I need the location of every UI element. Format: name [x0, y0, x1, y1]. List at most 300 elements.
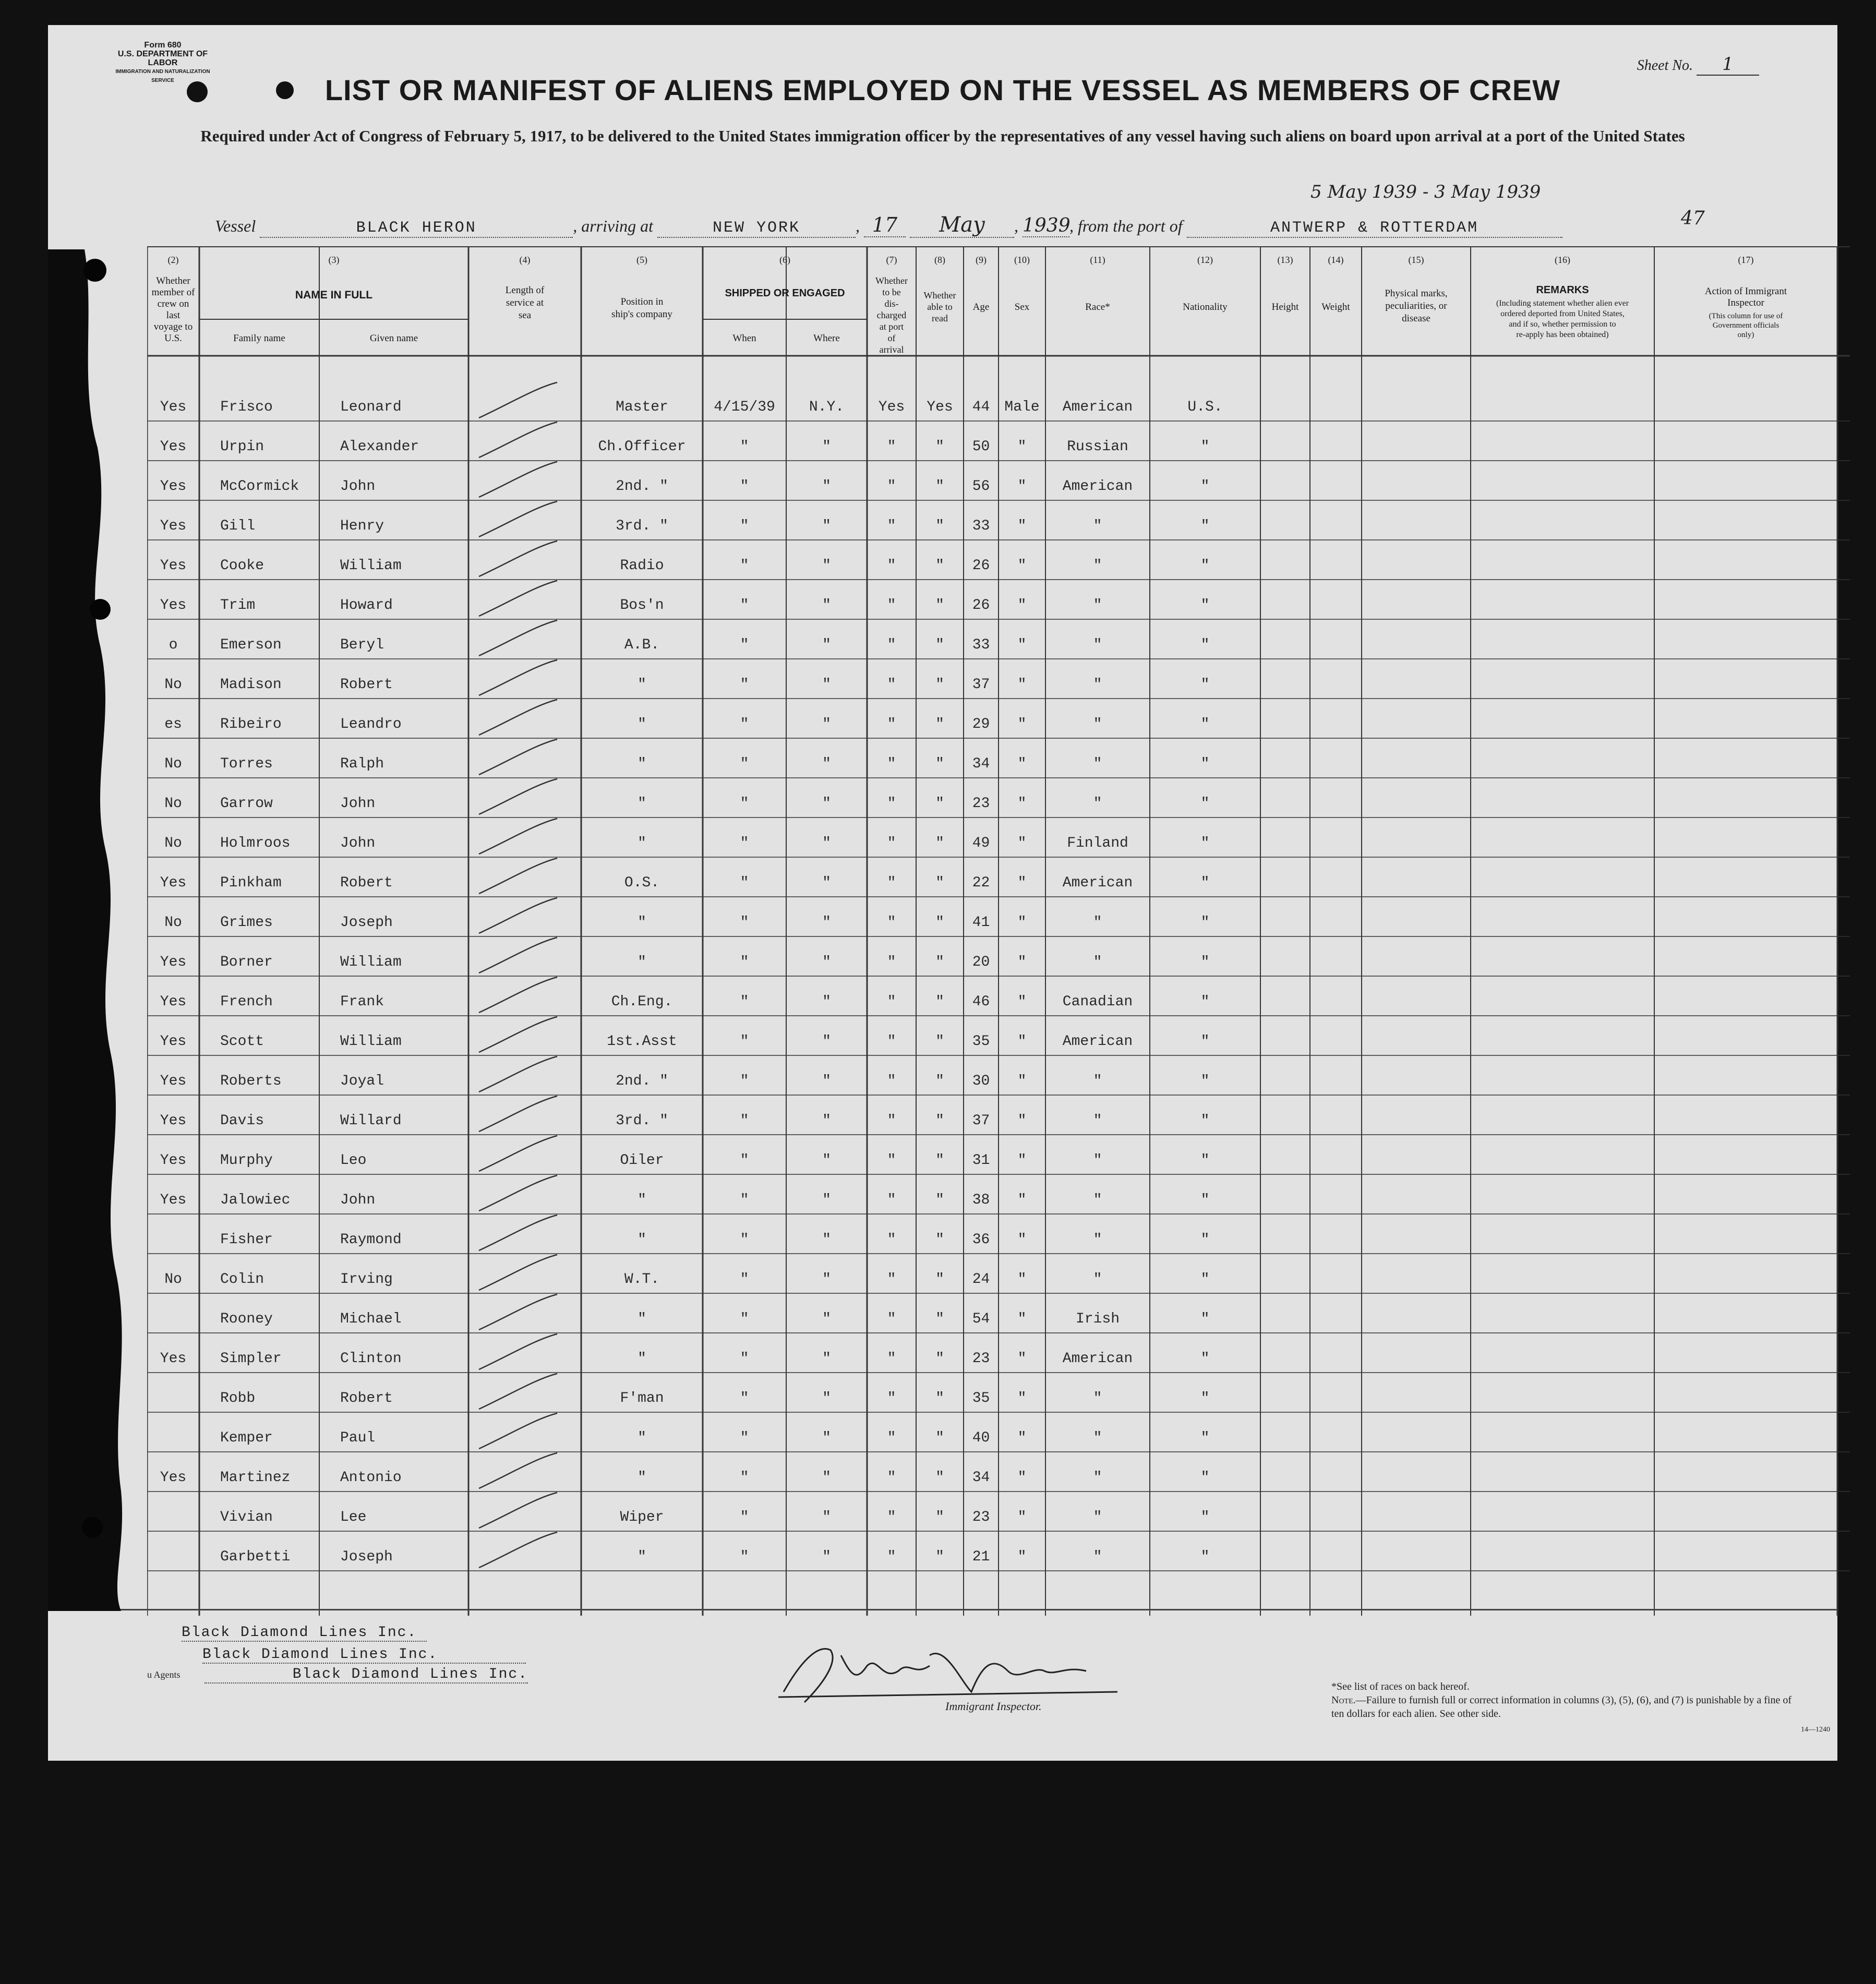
sheet-number-label: Sheet No. [1637, 57, 1693, 74]
service-check-mark [479, 819, 557, 854]
cell-family: Torres [220, 756, 273, 772]
cell-nationality: " [1200, 1351, 1210, 1367]
col-num: (17) [1738, 255, 1754, 265]
cell-given: William [340, 558, 402, 574]
note-text: —Failure to furnish full or correct information in columns (3), (5), (6), and (7) is punishable by a fine of ten dollars for each alien. See other side. [1331, 1694, 1792, 1720]
cell-when: " [740, 1232, 749, 1248]
cell-race: American [1062, 1351, 1133, 1367]
manifest-table [147, 246, 1850, 1629]
cell-age: 35 [972, 1390, 990, 1406]
service-check-mark [479, 1374, 557, 1409]
cell-race: " [1093, 1549, 1102, 1565]
cell-race: " [1093, 796, 1102, 812]
corner-number: 47 [1681, 208, 1705, 229]
cell-age: 34 [972, 1470, 990, 1486]
cell-family: Roberts [220, 1073, 282, 1089]
cell-crew: Yes [160, 994, 187, 1010]
cell-read: " [935, 954, 944, 970]
sheet-number [1637, 54, 1759, 76]
cell-read: " [935, 1311, 944, 1327]
cell-sex: " [1017, 1073, 1027, 1089]
cell-nationality: " [1200, 796, 1210, 812]
cell-nationality: " [1200, 1073, 1210, 1089]
cell-where: " [822, 1033, 831, 1050]
cell-nationality: " [1200, 1033, 1210, 1050]
cell-where: " [822, 677, 831, 693]
cell-nationality: " [1200, 1113, 1210, 1129]
cell-race: American [1062, 399, 1133, 415]
cell-position: 2nd. " [616, 1073, 668, 1089]
cell-where: " [822, 1351, 831, 1367]
cell-age: 22 [972, 875, 990, 891]
cell-position: " [638, 716, 646, 732]
cell-crew: Yes [160, 478, 187, 495]
col-discharged-header: dis- [884, 298, 899, 309]
cell-position: Radio [620, 558, 664, 574]
vessel-name: BLACK HERON [260, 219, 573, 238]
cell-nationality: " [1200, 1271, 1210, 1288]
from-port-label: , from the port of [1069, 217, 1183, 235]
cell-when: " [740, 716, 749, 732]
cell-discharged: " [887, 1232, 896, 1248]
cell-age: 38 [972, 1192, 990, 1208]
cell-where: " [822, 954, 831, 970]
cell-read: Yes [927, 399, 953, 415]
service-check-mark [479, 858, 557, 894]
cell-read: " [935, 478, 944, 495]
service-check-mark [479, 1255, 557, 1290]
cell-nationality: " [1200, 1509, 1210, 1525]
cell-position: Master [616, 399, 668, 415]
cell-crew: o [169, 637, 178, 653]
cell-sex: " [1017, 1033, 1027, 1050]
cell-sex: " [1017, 1311, 1027, 1327]
cell-discharged: " [887, 835, 896, 851]
cell-position: F'man [620, 1390, 664, 1406]
department-name: U.S. DEPARTMENT OF LABOR [117, 50, 208, 67]
cell-when: " [740, 1311, 749, 1327]
cell-given: Joseph [340, 1549, 393, 1565]
cell-age: 26 [972, 558, 990, 574]
cell-where: " [822, 637, 831, 653]
cell-when: " [740, 756, 749, 772]
cell-crew: Yes [160, 1113, 187, 1129]
cell-race: " [1093, 1073, 1102, 1089]
cell-race: " [1093, 1430, 1102, 1446]
col-sex-header: Sex [1014, 302, 1030, 312]
service-check-mark [479, 937, 557, 973]
service-check-mark [479, 660, 557, 695]
cell-given: Raymond [340, 1232, 402, 1248]
cell-given: Robert [340, 677, 393, 693]
cell-given: Lee [340, 1509, 367, 1525]
cell-discharged: " [887, 915, 896, 931]
cell-given: Howard [340, 597, 393, 614]
cell-read: " [935, 716, 944, 732]
voyage-line: Vessel BLACK HERON , arriving at NEW YORK , 17 May , 1939, from the port of ANTWERP & ROTTERDAM [215, 213, 1562, 238]
cell-given: John [340, 478, 376, 495]
col-position-header: ship's company [611, 309, 672, 320]
cell-discharged: Yes [878, 399, 905, 415]
cell-where: " [822, 875, 831, 891]
cell-race: " [1093, 1232, 1102, 1248]
cell-when: 4/15/39 [714, 399, 775, 415]
cell-discharged: " [887, 1271, 896, 1288]
cell-sex: " [1017, 835, 1027, 851]
cell-age: 50 [972, 439, 990, 455]
cell-read: " [935, 1033, 944, 1050]
service-check-mark [479, 1175, 557, 1211]
col-race-header: Race* [1085, 302, 1110, 312]
cell-family: McCormick [220, 478, 299, 495]
cell-position: Wiper [620, 1509, 664, 1525]
races-note: *See list of races on back hereof. [1331, 1681, 1470, 1692]
cell-position: " [638, 1549, 646, 1565]
cell-where: " [822, 1271, 831, 1288]
cell-discharged: " [887, 875, 896, 891]
cell-crew: Yes [160, 1073, 187, 1089]
cell-where: " [822, 558, 831, 574]
cell-crew: Yes [160, 1470, 187, 1486]
cell-when: " [740, 954, 749, 970]
cell-when: " [740, 796, 749, 812]
cell-where: " [822, 1509, 831, 1525]
cell-given: Antonio [340, 1470, 402, 1486]
agents-name: Black Diamond Lines Inc. [205, 1666, 528, 1684]
departure-port: ANTWERP & ROTTERDAM [1187, 219, 1562, 238]
cell-read: " [935, 677, 944, 693]
cell-age: 20 [972, 954, 990, 970]
torn-edge [48, 249, 147, 1611]
cell-read: " [935, 1470, 944, 1486]
cell-position: " [638, 1232, 646, 1248]
cell-sex: " [1017, 637, 1027, 653]
cell-when: " [740, 1152, 749, 1169]
cell-when: " [740, 597, 749, 614]
col-crew-header: crew on [157, 298, 189, 309]
cell-discharged: " [887, 1430, 896, 1446]
col-family-header: Family name [233, 333, 285, 344]
cell-age: 56 [972, 478, 990, 495]
cell-given: Beryl [340, 637, 384, 653]
col-discharged-header: to be [882, 287, 901, 297]
cell-nationality: " [1200, 756, 1210, 772]
cell-where: " [822, 716, 831, 732]
cell-family: Martinez [220, 1470, 291, 1486]
service-check-mark [479, 700, 557, 735]
cell-sex: " [1017, 994, 1027, 1010]
cell-sex: " [1017, 796, 1027, 812]
cell-when: " [740, 875, 749, 891]
col-weight-header: Weight [1321, 302, 1350, 312]
cell-sex: " [1017, 478, 1027, 495]
cell-family: Frisco [220, 399, 273, 415]
cell-when: " [740, 1073, 749, 1089]
col-crew-header: Whether [156, 275, 190, 286]
service-check-mark [479, 541, 557, 576]
cell-where: " [822, 796, 831, 812]
cell-read: " [935, 439, 944, 455]
cell-given: Joyal [340, 1073, 384, 1089]
col-physical-header: disease [1402, 313, 1430, 324]
cell-when: " [740, 835, 749, 851]
cell-position: " [638, 796, 646, 812]
cell-family: Pinkham [220, 875, 282, 891]
cell-given: Irving [340, 1271, 393, 1288]
cell-where: " [822, 915, 831, 931]
cell-nationality: " [1200, 558, 1210, 574]
col-given-header: Given name [369, 333, 418, 344]
cell-age: 33 [972, 637, 990, 653]
cell-age: 37 [972, 677, 990, 693]
col-when-header: When [732, 333, 756, 344]
cell-when: " [740, 1192, 749, 1208]
cell-where: " [822, 835, 831, 851]
cell-given: Robert [340, 1390, 393, 1406]
cell-where: " [822, 1470, 831, 1486]
cell-position: Bos'n [620, 597, 664, 614]
cell-discharged: " [887, 677, 896, 693]
cell-family: Vivian [220, 1509, 273, 1525]
cell-given: Paul [340, 1430, 376, 1446]
cell-position: Oiler [620, 1152, 664, 1169]
col-num: (2) [167, 255, 179, 265]
service-check-mark [479, 898, 557, 933]
cell-crew: Yes [160, 1192, 187, 1208]
cell-where: " [822, 1549, 831, 1565]
cell-where: " [822, 518, 831, 534]
cell-nationality: U.S. [1187, 399, 1223, 415]
cell-nationality: " [1200, 915, 1210, 931]
cell-crew: No [164, 677, 182, 693]
cell-discharged: " [887, 1549, 896, 1565]
cell-where: " [822, 1232, 831, 1248]
cell-sex: " [1017, 518, 1027, 534]
col-discharged-header: of [887, 333, 896, 343]
col-nationality-header: Nationality [1183, 302, 1228, 312]
cell-nationality: " [1200, 1549, 1210, 1565]
service-check-mark [479, 620, 557, 656]
cell-race: " [1093, 716, 1102, 732]
owner-name: Black Diamond Lines Inc. [182, 1625, 427, 1642]
cell-position: A.B. [624, 637, 660, 653]
cell-family: Garrow [220, 796, 273, 812]
cell-family: Jalowiec [220, 1192, 291, 1208]
cell-family: Simpler [220, 1351, 282, 1367]
cell-sex: " [1017, 439, 1027, 455]
col-discharged-header: charged [876, 310, 907, 320]
service-check-mark [479, 1096, 557, 1132]
cell-race: American [1062, 875, 1133, 891]
cell-sex: " [1017, 1509, 1027, 1525]
cell-discharged: " [887, 796, 896, 812]
cell-age: 37 [972, 1113, 990, 1129]
cell-given: Frank [340, 994, 384, 1010]
cell-where: " [822, 1113, 831, 1129]
cell-read: " [935, 756, 944, 772]
col-num: (16) [1555, 255, 1570, 265]
page-subtitle: Required under Act of Congress of February 5, 1917, to be delivered to the United States immigration officer by the representatives of any vessel having such aliens on board upon arrival at a port of the United States [200, 127, 1685, 145]
cell-when: " [740, 1351, 749, 1367]
cell-read: " [935, 1073, 944, 1089]
cell-discharged: " [887, 637, 896, 653]
cell-age: 26 [972, 597, 990, 614]
service-check-mark [479, 501, 557, 537]
cell-discharged: " [887, 1073, 896, 1089]
cell-discharged: " [887, 1311, 896, 1327]
cell-family: Urpin [220, 439, 264, 455]
cell-age: 23 [972, 796, 990, 812]
cell-family: Murphy [220, 1152, 273, 1169]
cell-sex: " [1017, 875, 1027, 891]
col-num: (14) [1328, 255, 1344, 265]
cell-read: " [935, 1232, 944, 1248]
cell-read: " [935, 1430, 944, 1446]
cell-position: W.T. [624, 1271, 660, 1288]
service-name: IMMIGRATION AND NATURALIZATION SERVICE [115, 69, 210, 83]
cell-sex: " [1017, 954, 1027, 970]
col-action-note: (This column for use of [1709, 312, 1783, 320]
cell-race: " [1093, 1192, 1102, 1208]
cell-discharged: " [887, 1113, 896, 1129]
cell-age: 49 [972, 835, 990, 851]
cell-family: Rooney [220, 1311, 273, 1327]
cell-nationality: " [1200, 875, 1210, 891]
cell-given: John [340, 835, 376, 851]
cell-read: " [935, 1351, 944, 1367]
cell-race: Russian [1067, 439, 1128, 455]
cell-given: Joseph [340, 915, 393, 931]
cell-nationality: " [1200, 835, 1210, 851]
col-service-header: service at [506, 297, 544, 308]
cell-race: Finland [1067, 835, 1128, 851]
service-check-mark [479, 1056, 557, 1092]
col-remarks-header: REMARKS [1536, 284, 1589, 296]
master-name: Black Diamond Lines Inc. [202, 1646, 526, 1664]
cell-when: " [740, 1033, 749, 1050]
cell-age: 41 [972, 915, 990, 931]
cell-family: Davis [220, 1113, 264, 1129]
cell-read: " [935, 1192, 944, 1208]
cell-read: " [935, 1152, 944, 1169]
cell-discharged: " [887, 597, 896, 614]
cell-discharged: " [887, 1152, 896, 1169]
cell-given: Alexander [340, 439, 419, 455]
cell-nationality: " [1200, 1311, 1210, 1327]
cell-family: Cooke [220, 558, 264, 574]
cell-nationality: " [1200, 954, 1210, 970]
cell-given: Leo [340, 1152, 367, 1169]
col-num: (12) [1197, 255, 1213, 265]
cell-age: 34 [972, 756, 990, 772]
col-action-header: Action of Immigrant [1704, 286, 1787, 297]
cell-age: 30 [972, 1073, 990, 1089]
service-check-mark [479, 1493, 557, 1528]
vessel-label: Vessel [215, 217, 256, 235]
service-check-mark [479, 739, 557, 775]
col-read-header: read [932, 313, 948, 323]
cell-race: " [1093, 1390, 1102, 1406]
cell-family: Scott [220, 1033, 264, 1050]
cell-when: " [740, 1430, 749, 1446]
cell-position: " [638, 835, 646, 851]
cell-read: " [935, 1509, 944, 1525]
cell-position: O.S. [624, 875, 660, 891]
cell-given: Willard [340, 1113, 402, 1129]
cell-when: " [740, 478, 749, 495]
cell-age: 29 [972, 716, 990, 732]
cell-position: " [638, 756, 646, 772]
cell-crew: No [164, 915, 182, 931]
cell-when: " [740, 1390, 749, 1406]
cell-race: " [1093, 954, 1102, 970]
cell-when: " [740, 1549, 749, 1565]
col-discharged-header: arrival [879, 344, 904, 355]
cell-sex: " [1017, 1152, 1027, 1169]
cell-where: " [822, 756, 831, 772]
cell-family: Holmroos [220, 835, 291, 851]
cell-given: Robert [340, 875, 393, 891]
cell-nationality: " [1200, 1152, 1210, 1169]
cell-age: 40 [972, 1430, 990, 1446]
cell-read: " [935, 994, 944, 1010]
cell-position: " [638, 954, 646, 970]
cell-position: Ch.Officer [598, 439, 686, 455]
cell-where: " [822, 1390, 831, 1406]
cell-given: Leonard [340, 399, 402, 415]
cell-family: Ribeiro [220, 716, 282, 732]
cell-race: " [1093, 1271, 1102, 1288]
cell-nationality: " [1200, 637, 1210, 653]
cell-given: John [340, 1192, 376, 1208]
cell-crew: No [164, 756, 182, 772]
cell-race: " [1093, 1509, 1102, 1525]
cell-crew: Yes [160, 1152, 187, 1169]
service-check-mark [479, 1334, 557, 1369]
cell-position: " [638, 677, 646, 693]
cell-when: " [740, 1271, 749, 1288]
col-crew-header: member of [151, 287, 195, 298]
cell-when: " [740, 994, 749, 1010]
cell-when: " [740, 637, 749, 653]
col-action-note: Government officials [1712, 321, 1779, 330]
service-check-mark [479, 977, 557, 1013]
col-physical-header: peculiarities, or [1385, 300, 1447, 311]
cell-where: " [822, 1152, 831, 1169]
cell-discharged: " [887, 994, 896, 1010]
cell-sex: " [1017, 1549, 1027, 1565]
service-check-mark [479, 779, 557, 814]
handwritten-dates: 5 May 1939 - 3 May 1939 [1310, 182, 1541, 202]
service-check-mark [479, 382, 557, 418]
cell-nationality: " [1200, 994, 1210, 1010]
col-discharged-header: at port [879, 321, 904, 332]
col-action-header: Inspector [1727, 297, 1764, 308]
cell-sex: " [1017, 1192, 1027, 1208]
cell-family: Borner [220, 954, 273, 970]
cell-sex: " [1017, 1351, 1027, 1367]
cell-discharged: " [887, 1470, 896, 1486]
cell-discharged: " [887, 478, 896, 495]
arrival-month: May [910, 213, 1014, 238]
cell-age: 35 [972, 1033, 990, 1050]
cell-sex: " [1017, 1470, 1027, 1486]
cell-given: Clinton [340, 1351, 402, 1367]
note-label: Note. [1331, 1694, 1356, 1706]
col-num: (11) [1090, 255, 1105, 265]
cell-race: " [1093, 1470, 1102, 1486]
cell-given: John [340, 796, 376, 812]
